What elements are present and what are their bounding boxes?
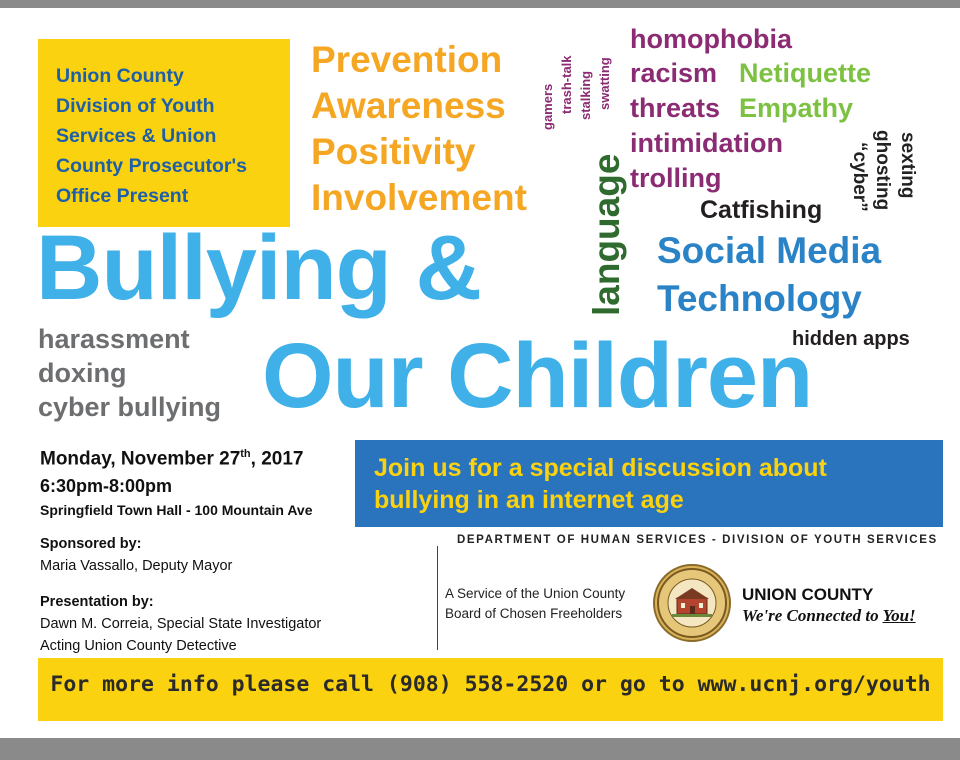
word-ghosting: ghosting bbox=[872, 130, 893, 211]
presenter-box bbox=[38, 39, 290, 227]
word-threats: threats bbox=[630, 93, 721, 123]
county-tagline-prefix: We're Connected to bbox=[742, 606, 883, 625]
info-bar bbox=[38, 658, 943, 721]
word-netiquette: Netiquette bbox=[739, 58, 872, 88]
word-stalking: stalking bbox=[578, 70, 593, 120]
divider-line bbox=[437, 546, 438, 650]
word-harassment: harassment bbox=[38, 324, 190, 354]
event-location: Springfield Town Hall - 100 Mountain Ave bbox=[40, 502, 313, 518]
event-date-main: Monday, November 27 bbox=[40, 448, 241, 470]
word-trolling: trolling bbox=[630, 163, 722, 193]
word-homophobia: homophobia bbox=[630, 24, 792, 54]
event-date bbox=[40, 448, 303, 470]
word-social-media: Social Media bbox=[657, 230, 882, 271]
county-seal-icon bbox=[655, 566, 729, 640]
county-name: UNION COUNTY bbox=[742, 585, 874, 604]
event-date-suffix: th bbox=[240, 448, 251, 460]
word-catfishing: Catfishing bbox=[700, 196, 823, 224]
service-line-1: A Service of the Union County bbox=[445, 586, 626, 601]
word-empathy: Empathy bbox=[739, 93, 854, 123]
word-racism: racism bbox=[630, 58, 718, 88]
county-tagline bbox=[742, 606, 916, 626]
join-text: Join us for a special discussion about bullying in an internet age bbox=[374, 454, 827, 514]
word-trash-talk: trash-talk bbox=[559, 55, 574, 114]
presenter-text: Union County Division of Youth Services & Union County Prosecutor's Office Present bbox=[56, 65, 248, 207]
flyer bbox=[0, 8, 960, 738]
join-box bbox=[355, 440, 943, 527]
sponsor-label: Sponsored by: bbox=[40, 536, 142, 552]
word-involvement: Involvement bbox=[311, 177, 527, 218]
county-seal-logo bbox=[653, 564, 731, 642]
word-intimidation: intimidation bbox=[630, 128, 783, 158]
word-prevention: Prevention bbox=[311, 39, 503, 80]
word-cyber-bullying: cyber bullying bbox=[38, 392, 222, 422]
event-date-year: , 2017 bbox=[250, 448, 304, 470]
info-text: For more info please call (908) 558-2520 or go to www.ucnj.org/youth bbox=[50, 672, 931, 697]
sponsor-name: Maria Vassallo, Deputy Mayor bbox=[40, 558, 233, 574]
word-awareness: Awareness bbox=[311, 85, 506, 126]
word-technology: Technology bbox=[657, 278, 862, 319]
word-cyber: “cyber” bbox=[849, 142, 870, 212]
word-gamers: gamers bbox=[540, 83, 555, 130]
county-tagline-you: You! bbox=[882, 606, 916, 625]
title-line-1: Bullying & bbox=[36, 217, 481, 319]
presentation-label: Presentation by: bbox=[40, 594, 154, 610]
word-language: language bbox=[586, 153, 627, 316]
word-sexting: sexting bbox=[897, 132, 918, 199]
word-positivity: Positivity bbox=[311, 131, 476, 172]
service-line-2: Board of Chosen Freeholders bbox=[445, 606, 623, 621]
presenter-line-1: Dawn M. Correia, Special State Investigator bbox=[40, 616, 322, 632]
title-line-2: Our Children bbox=[262, 325, 813, 427]
word-hidden-apps: hidden apps bbox=[792, 328, 910, 350]
word-swatting: swatting bbox=[597, 57, 612, 110]
presenter-line-2: Acting Union County Detective bbox=[40, 638, 237, 654]
event-time: 6:30pm-8:00pm bbox=[40, 476, 173, 496]
department-heading: DEPARTMENT OF HUMAN SERVICES - DIVISION OF YOUTH SERVICES bbox=[457, 534, 938, 546]
word-doxing: doxing bbox=[38, 358, 127, 388]
